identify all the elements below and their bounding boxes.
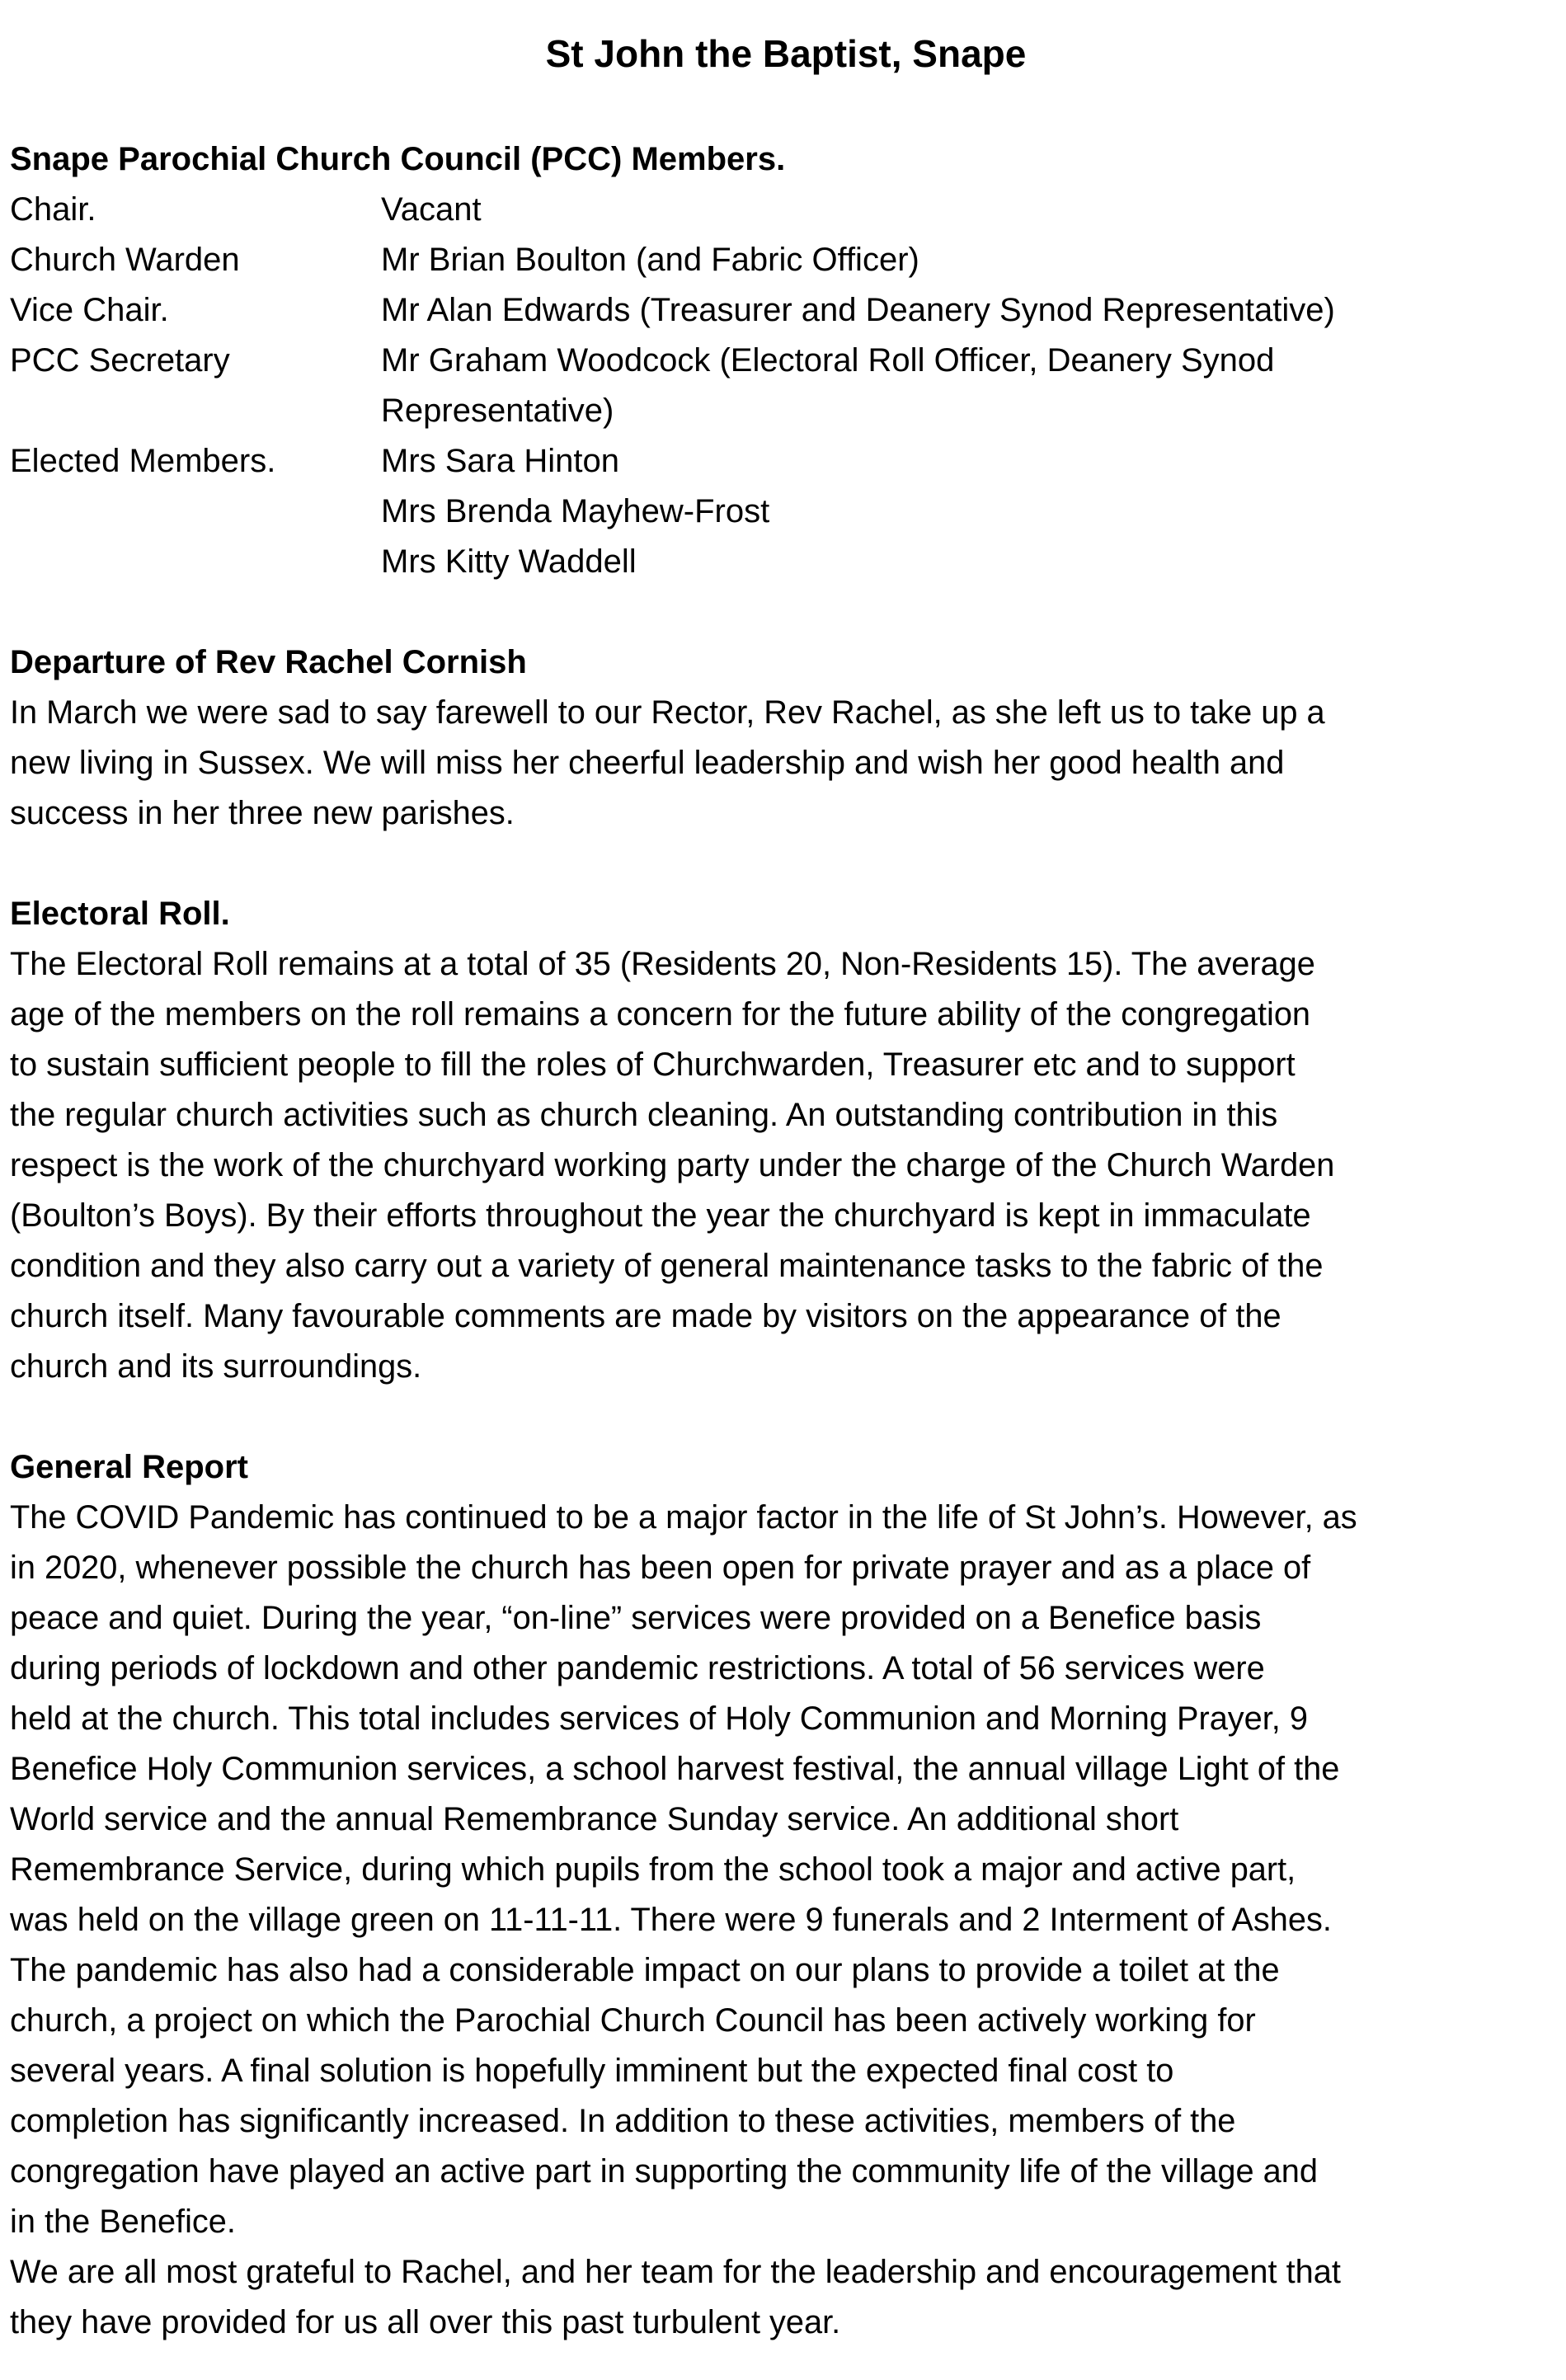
paragraph-line: completion has significantly increased. In addition to these activities, members of the <box>10 2103 1236 2139</box>
paragraph-line: in 2020, whenever possible the church has been open for private prayer and as a place of <box>10 1550 1311 1586</box>
electoral-roll-paragraph <box>10 939 1562 1392</box>
paragraph-line: World service and the annual Remembrance Sunday service. An additional short <box>10 1801 1179 1837</box>
paragraph-line: held at the church. This total includes services of Holy Communion and Morning Prayer, 9 <box>10 1700 1308 1737</box>
paragraph-line: Remembrance Service, during which pupils from the school took a major and active part, <box>10 1851 1296 1888</box>
paragraph-line: church, a project on which the Parochial Church Council has been actively working for <box>10 2002 1256 2039</box>
member-name: Mr Alan Edwards (Treasurer and Deanery Synod Representative) <box>381 292 1335 328</box>
paragraph-line: congregation have played an active part in supporting the community life of the village and <box>10 2153 1318 2190</box>
member-role: Chair. <box>10 191 96 228</box>
paragraph-line: during periods of lockdown and other pandemic restrictions. A total of 56 services were <box>10 1650 1265 1686</box>
member-name: Vacant <box>381 191 482 228</box>
paragraph-line: In March we were sad to say farewell to our Rector, Rev Rachel, as she left us to take up a <box>10 694 1325 731</box>
general-report-heading: General Report <box>10 1449 248 1485</box>
paragraph-line: was held on the village green on 11-11-11. There were 9 funerals and 2 Interment of Ashes. <box>10 1902 1332 1938</box>
member-role: PCC Secretary <box>10 342 230 379</box>
paragraph-line: The COVID Pandemic has continued to be a major factor in the life of St John’s. However, as <box>10 1499 1357 1536</box>
paragraph-line: new living in Sussex. We will miss her cheerful leadership and wish her good health and <box>10 745 1285 781</box>
paragraph-line: (Boulton’s Boys). By their efforts throughout the year the churchyard is kept in immaculate <box>10 1197 1311 1234</box>
departure-paragraph <box>10 688 1562 839</box>
pcc-members-heading: Snape Parochial Church Council (PCC) Members. <box>10 141 786 177</box>
member-name: Representative) <box>381 393 614 429</box>
document-title: St John the Baptist, Snape <box>545 32 1027 75</box>
paragraph-line: several years. A final solution is hopefully imminent but the expected final cost to <box>10 2053 1174 2089</box>
paragraph-line: The pandemic has also had a considerable impact on our plans to provide a toilet at the <box>10 1952 1280 1988</box>
paragraph-line: condition and they also carry out a variety of general maintenance tasks to the fabric of the <box>10 1248 1324 1284</box>
paragraph-line: they have provided for us all over this past turbulent year. <box>10 2304 841 2340</box>
paragraph-line: church itself. Many favourable comments are made by visitors on the appearance of the <box>10 1298 1281 1334</box>
paragraph-line: in the Benefice. <box>10 2204 236 2240</box>
departure-heading: Departure of Rev Rachel Cornish <box>10 644 527 680</box>
paragraph-line: age of the members on the roll remains a concern for the future ability of the congregation <box>10 996 1311 1032</box>
paragraph-line: peace and quiet. During the year, “on-line” services were provided on a Benefice basis <box>10 1600 1262 1636</box>
paragraph-line: We are all most grateful to Rachel, and her team for the leadership and encouragement that <box>10 2254 1341 2290</box>
electoral-roll-heading: Electoral Roll. <box>10 896 230 932</box>
paragraph-line: The Electoral Roll remains at a total of 35 (Residents 20, Non-Residents 15). The average <box>10 946 1315 982</box>
member-name: Mrs Brenda Mayhew-Frost <box>381 493 770 529</box>
paragraph-line: church and its surroundings. <box>10 1348 422 1385</box>
member-role: Church Warden <box>10 242 240 278</box>
member-name: Mrs Kitty Waddell <box>381 543 637 580</box>
member-role: Vice Chair. <box>10 292 169 328</box>
member-name: Mr Graham Woodcock (Electoral Roll Officer, Deanery Synod <box>381 342 1275 379</box>
paragraph-line: respect is the work of the churchyard working party under the charge of the Church Warden <box>10 1147 1335 1183</box>
member-name: Mrs Sara Hinton <box>381 443 619 479</box>
paragraph-line: success in her three new parishes. <box>10 795 515 831</box>
paragraph-line: the regular church activities such as church cleaning. An outstanding contribution in this <box>10 1097 1278 1133</box>
general-report-paragraph <box>10 1493 1562 2348</box>
member-name: Mr Brian Boulton (and Fabric Officer) <box>381 242 919 278</box>
paragraph-line: to sustain sufficient people to fill the roles of Churchwarden, Treasurer etc and to support <box>10 1047 1296 1083</box>
member-role: Elected Members. <box>10 443 276 479</box>
paragraph-line: Benefice Holy Communion services, a school harvest festival, the annual village Light of the <box>10 1751 1340 1787</box>
